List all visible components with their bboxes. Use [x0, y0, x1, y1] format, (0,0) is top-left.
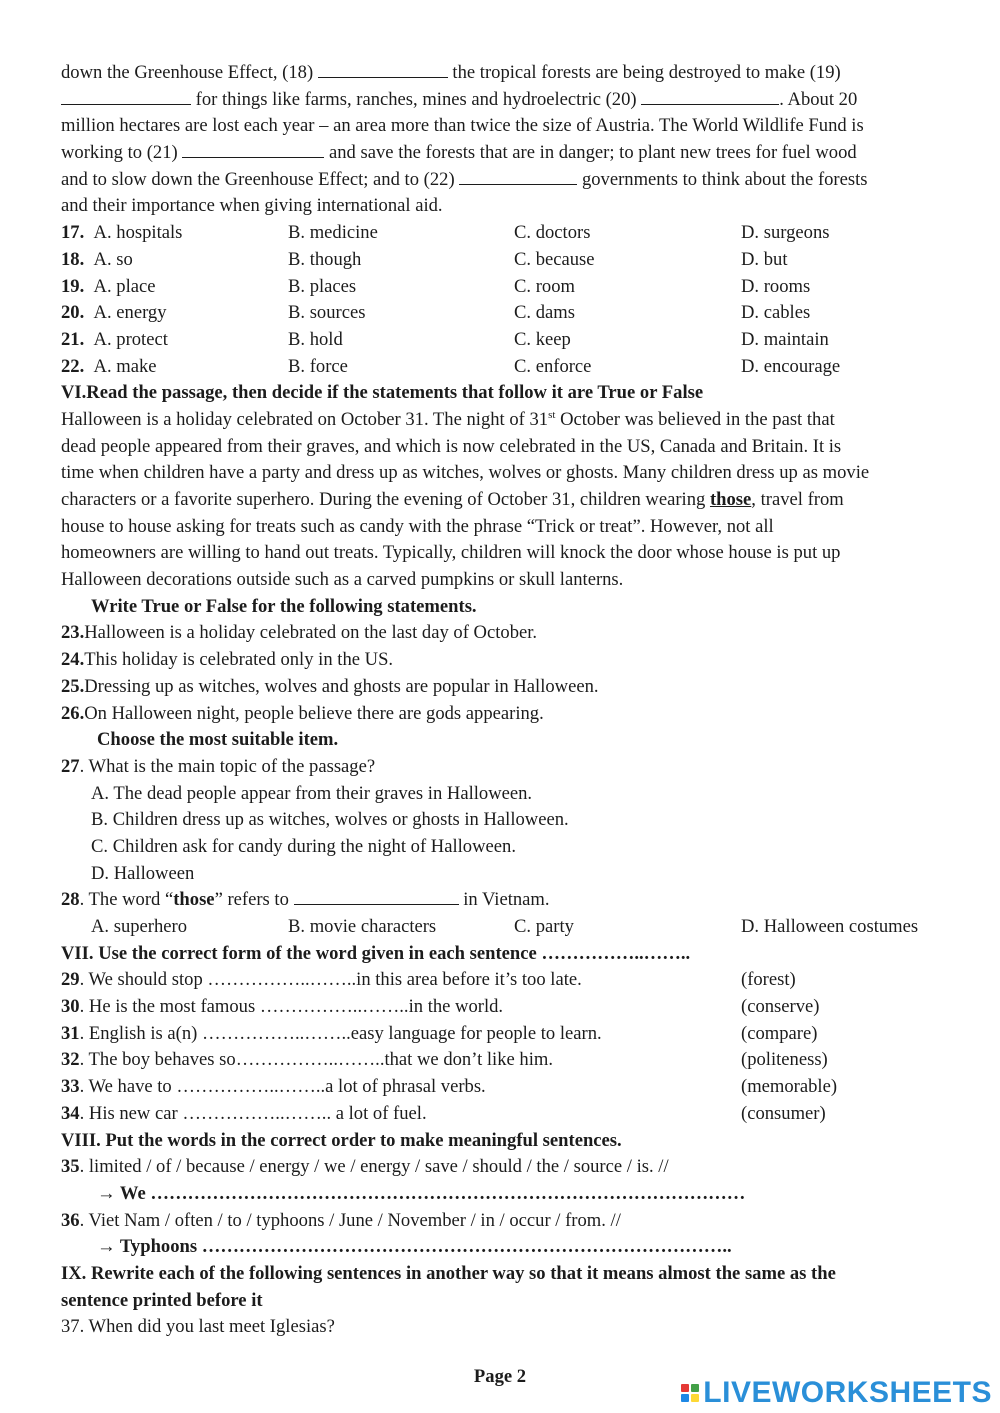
word-form-item[interactable]: 34. His new car ……………..…….. a lot of fuel. (consumer)	[61, 1101, 941, 1128]
section-9-heading: IX. Rewrite each of the following sentences in another way so that it means almost the same as the	[61, 1262, 836, 1284]
halloween-passage-line: dead people appeared from their graves, and which is now celebrated in the US, Canada and Britain. It is	[61, 435, 842, 457]
word-form-item[interactable]: 33. We have to ……………..……..a lot of phrasal verbs. (memorable)	[61, 1074, 941, 1101]
option-c[interactable]: C. dams	[514, 302, 575, 324]
word-order-item: 36. Viet Nam / often / to / typhoons / June / November / in / occur / from. //	[61, 1209, 621, 1231]
blank-20[interactable]	[641, 89, 779, 105]
underlined-word-those: those	[709, 489, 752, 510]
option-c[interactable]: C. Children ask for candy during the night of Halloween.	[91, 835, 516, 857]
question-28: 28. The word “those” refers to in Vietnam.	[61, 889, 550, 911]
option-d[interactable]: D. Halloween costumes	[741, 916, 919, 937]
word-hint: (consumer)	[741, 1102, 826, 1124]
option-a[interactable]: A. place	[93, 275, 156, 297]
option-d[interactable]: D. cables	[741, 302, 811, 324]
word-form-item[interactable]: 31. English is a(n) ……………..……..easy language for people to learn. (compare)	[61, 1021, 941, 1048]
mcq-row: 20. A. energy B. sources C. dams D. cables	[61, 300, 941, 327]
option-b[interactable]: B. medicine	[288, 222, 378, 244]
answer-line[interactable]: → We ……………………………………………………………………………………	[97, 1182, 746, 1204]
option-c[interactable]: C. keep	[514, 328, 571, 350]
mcq-row: 21. A. protect B. hold C. keep D. maintain	[61, 327, 941, 354]
passage-line: down the Greenhouse Effect, (18) the tropical forests are being destroyed to make (19)	[61, 62, 841, 83]
word-form-item[interactable]: 29. We should stop ……………..……..in this area before it’s too late. (forest)	[61, 967, 941, 994]
option-d[interactable]: D. Halloween	[91, 862, 195, 884]
option-c[interactable]: C. doctors	[514, 222, 591, 244]
option-a[interactable]: A. make	[93, 355, 157, 377]
halloween-passage-line: Halloween is a holiday celebrated on October 31. The night of 31st October was believed in the past that	[61, 408, 835, 430]
option-b[interactable]: B. movie characters	[288, 916, 437, 937]
option-d[interactable]: D. encourage	[741, 355, 841, 377]
question-27: 27. What is the main topic of the passage?	[61, 755, 376, 777]
section-6-heading: VI.Read the passage, then decide if the statements that follow it are True or False	[61, 382, 704, 404]
mcq-row	[61, 914, 941, 941]
mcq-row: 22. A. make B. force C. enforce D. encourage	[61, 354, 941, 381]
passage-line: million hectares are lost each year – an area more than twice the size of Austria. The World Wildlife Fund is	[61, 115, 864, 137]
halloween-passage-line: house to house asking for treats such as candy with the phrase “Trick or treat”. However, not all	[61, 515, 774, 537]
section-8-heading: VIII. Put the words in the correct order to make meaningful sentences.	[61, 1129, 622, 1151]
option-c[interactable]: C. party	[514, 916, 574, 937]
passage-line: working to (21) and save the forests that are in danger; to plant new trees for fuel wood	[61, 142, 857, 164]
section-9-heading-cont: sentence printed before it	[61, 1289, 263, 1311]
word-order-item: 35. limited / of / because / energy / we / energy / save / should / the / source / is. //	[61, 1156, 669, 1178]
option-a[interactable]: A. energy	[93, 302, 167, 324]
option-c[interactable]: C. room	[514, 275, 575, 297]
option-a[interactable]: A. protect	[93, 328, 168, 350]
brand-name: LIVEWORKSHEETS	[703, 1376, 992, 1409]
blank-28[interactable]	[294, 889, 459, 905]
option-b[interactable]: B. hold	[288, 328, 343, 350]
word-form-item[interactable]: 30. He is the most famous ……………..……..in the world. (conserve)	[61, 994, 941, 1021]
option-b[interactable]: B. places	[288, 275, 357, 297]
option-c[interactable]: C. enforce	[514, 355, 592, 377]
blank-18[interactable]	[318, 62, 448, 78]
option-d[interactable]: D. rooms	[741, 275, 811, 297]
mcq-row: 17. A. hospitals B. medicine C. doctors D. surgeons	[61, 220, 941, 247]
option-d[interactable]: D. but	[741, 248, 788, 270]
mcq-row: 18. A. so B. though C. because D. but	[61, 247, 941, 274]
option-a[interactable]: A. The dead people appear from their graves in Halloween.	[91, 782, 533, 804]
passage-line: and their importance when giving international aid.	[61, 195, 443, 217]
tf-statement[interactable]: 25.Dressing up as witches, wolves and ghosts are popular in Halloween.	[61, 675, 599, 697]
mcq-row: 19. A. place B. places C. room D. rooms	[61, 274, 941, 301]
word-hint: (memorable)	[741, 1076, 838, 1098]
worksheet-page	[61, 60, 941, 1341]
halloween-passage-line: time when children have a party and dress up as witches, wolves or ghosts. Many children dress up as movie	[61, 462, 870, 484]
word-hint: (compare)	[741, 1022, 818, 1044]
option-a[interactable]: A. hospitals	[93, 222, 183, 244]
liveworksheets-logo[interactable]	[681, 1376, 992, 1410]
question-37: 37. When did you last meet Iglesias?	[61, 1316, 335, 1338]
option-b[interactable]: B. force	[288, 355, 348, 377]
option-d[interactable]: D. maintain	[741, 328, 829, 350]
blank-19[interactable]	[61, 89, 191, 105]
blank-22[interactable]	[459, 169, 577, 185]
halloween-passage-line: Halloween decorations outside such as a carved pumpkins or skull lanterns.	[61, 569, 624, 591]
answer-line[interactable]: → Typhoons …………………………………………………………………………..	[97, 1236, 732, 1258]
logo-squares-icon	[681, 1384, 699, 1402]
option-c[interactable]: C. because	[514, 248, 595, 270]
tf-statement[interactable]: 23.Halloween is a holiday celebrated on the last day of October.	[61, 622, 538, 644]
true-false-heading: Write True or False for the following statements.	[91, 595, 477, 617]
option-b[interactable]: B. though	[288, 248, 362, 270]
page-number: Page 2	[473, 1366, 527, 1387]
word-hint: (politeness)	[741, 1049, 828, 1071]
option-b[interactable]: B. Children dress up as witches, wolves or ghosts in Halloween.	[91, 809, 569, 831]
halloween-passage-line: characters or a favorite superhero. During the evening of October 31, children wearing those, travel from	[61, 489, 844, 510]
word-hint: (conserve)	[741, 996, 820, 1018]
option-b[interactable]: B. sources	[288, 302, 366, 324]
choose-item-heading: Choose the most suitable item.	[97, 729, 339, 751]
tf-statement[interactable]: 24.This holiday is celebrated only in the US.	[61, 649, 394, 671]
passage-line: and to slow down the Greenhouse Effect; and to (22) governments to think about the forests	[61, 168, 868, 190]
tf-statement[interactable]: 26.On Halloween night, people believe there are gods appearing.	[61, 702, 544, 724]
word-form-item[interactable]: 32. The boy behaves so……………..……..that we don’t like him. (politeness)	[61, 1047, 941, 1074]
option-a[interactable]: A. so	[93, 248, 133, 270]
section-7-heading: VII. Use the correct form of the word given in each sentence ……………..……..	[61, 942, 691, 964]
blank-21[interactable]	[182, 142, 324, 158]
option-a[interactable]: A. superhero	[91, 916, 188, 937]
word-hint: (forest)	[741, 969, 796, 991]
passage-line: for things like farms, ranches, mines and hydroelectric (20) . About 20	[61, 87, 941, 114]
halloween-passage-line: homeowners are willing to hand out treats. Typically, children will knock the door whose house is put up	[61, 542, 841, 564]
option-d[interactable]: D. surgeons	[741, 222, 830, 244]
